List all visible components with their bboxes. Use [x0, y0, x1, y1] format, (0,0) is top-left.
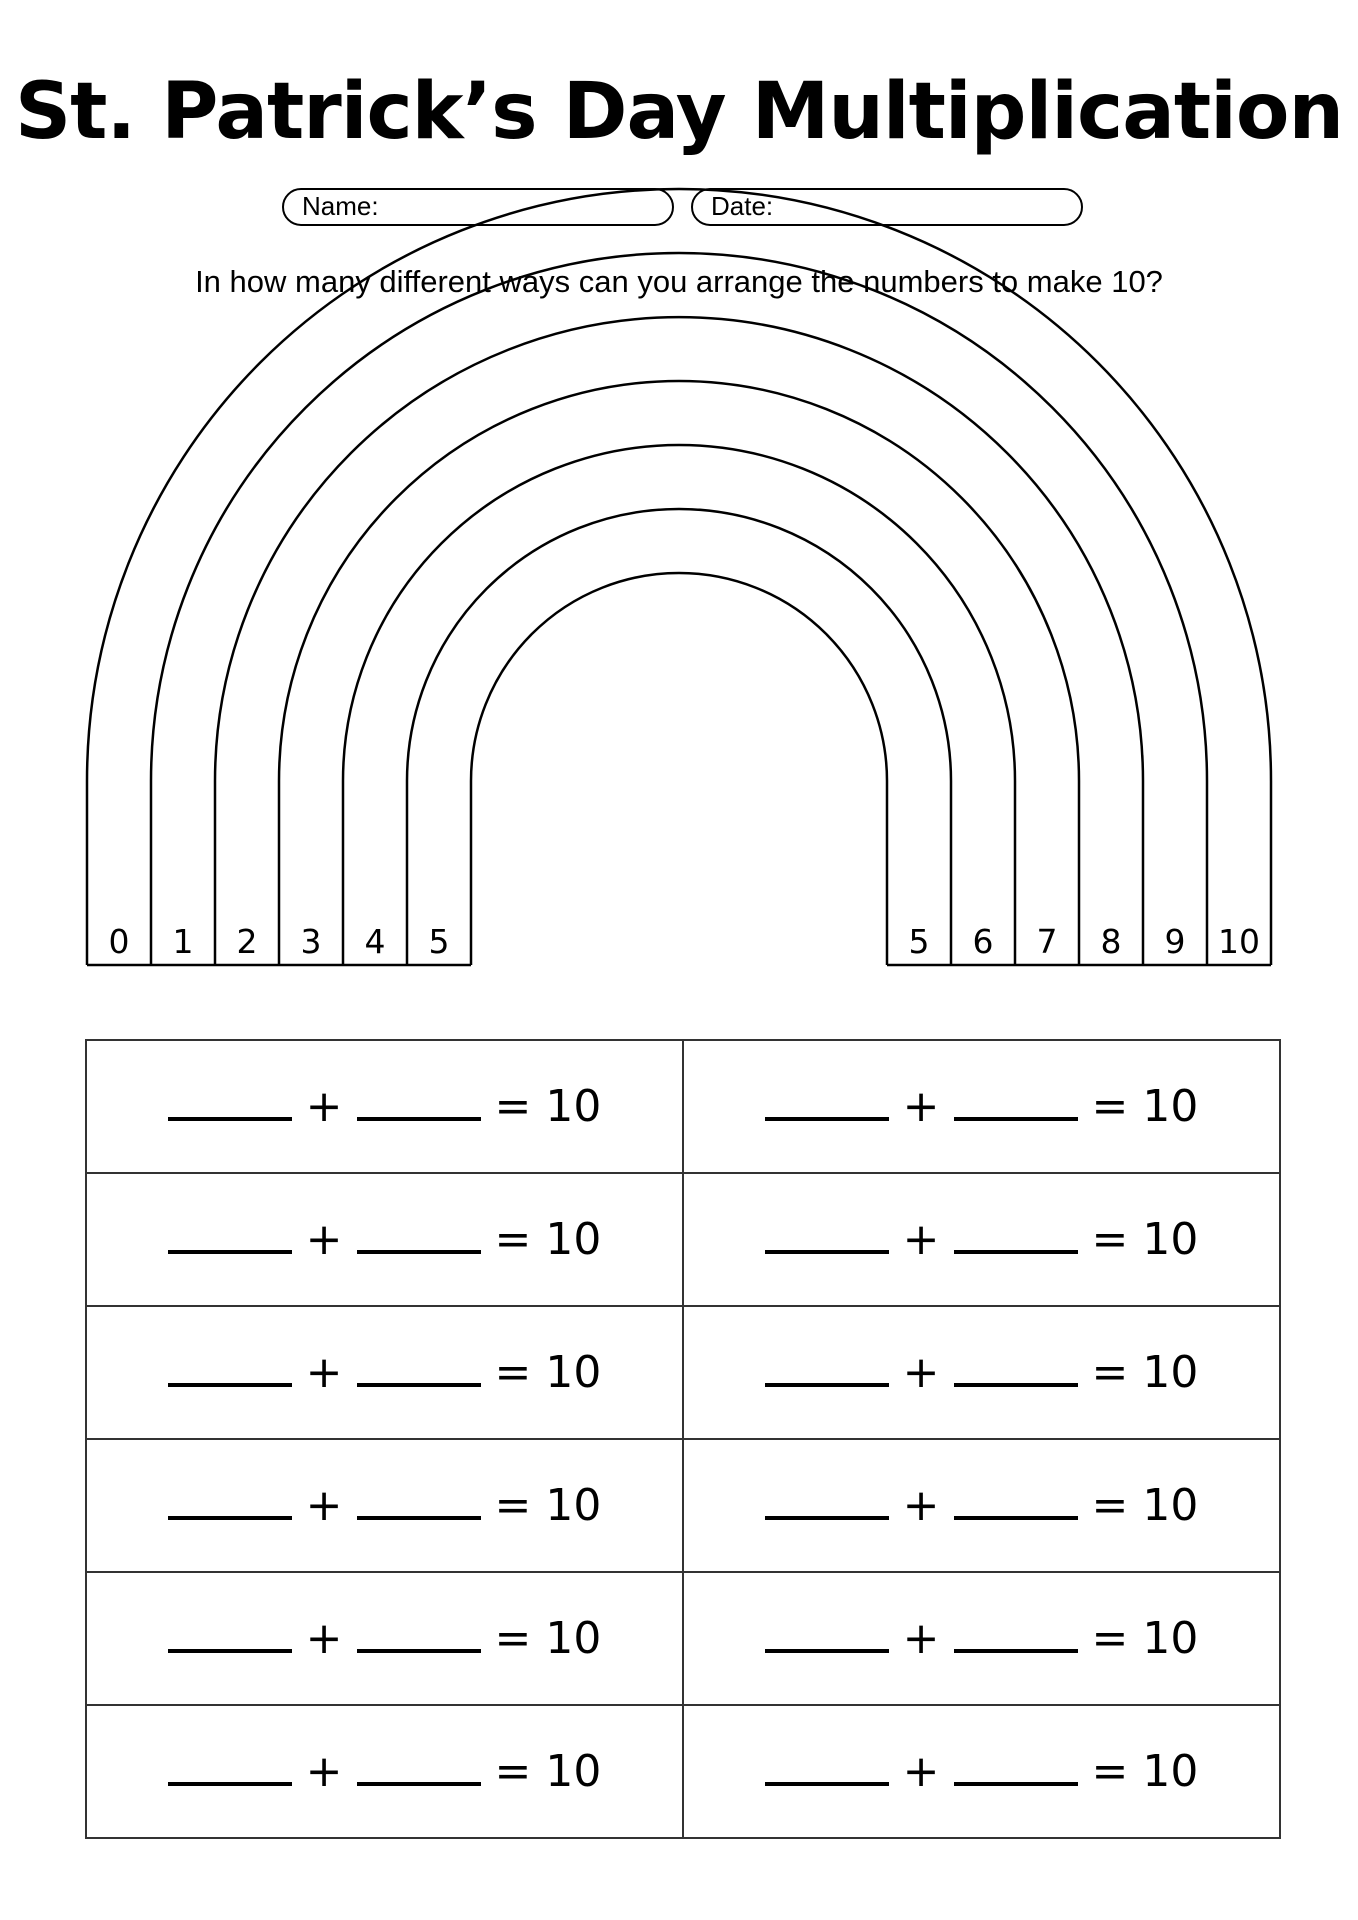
plus-sign: +: [305, 1746, 343, 1797]
plus-sign: +: [902, 1081, 940, 1132]
rainbow-label-right: 9: [1164, 922, 1186, 961]
equation-cell: [683, 1705, 1280, 1838]
rainbow-label-right: 8: [1100, 922, 1122, 961]
rainbow-label-left: 3: [300, 922, 322, 961]
answer-blank[interactable]: [954, 1492, 1078, 1520]
worksheet-title: St. Patrick’s Day Multiplication: [15, 67, 1343, 157]
plus-sign: +: [902, 1214, 940, 1265]
equation-cell: [683, 1439, 1280, 1572]
equals-sign: =: [494, 1746, 532, 1797]
answer-blank[interactable]: [168, 1492, 292, 1520]
answer-blank[interactable]: [765, 1492, 889, 1520]
target-number: 10: [545, 1081, 602, 1132]
answer-blank[interactable]: [168, 1625, 292, 1653]
rainbow-label-left: 2: [236, 922, 258, 961]
equation-cell: [86, 1306, 683, 1439]
answer-blank[interactable]: [765, 1758, 889, 1786]
plus-sign: +: [305, 1613, 343, 1664]
target-number: 10: [545, 1214, 602, 1265]
rainbow-label-left: 1: [172, 922, 194, 961]
answer-blank[interactable]: [168, 1226, 292, 1254]
equals-sign: =: [1091, 1480, 1129, 1531]
answer-blank[interactable]: [168, 1359, 292, 1387]
equation-cell: [683, 1173, 1280, 1306]
answer-blank[interactable]: [357, 1625, 481, 1653]
equals-sign: =: [1091, 1746, 1129, 1797]
rainbow-arc: [407, 509, 951, 781]
equation-row: [86, 1439, 1280, 1572]
answer-blank[interactable]: [168, 1758, 292, 1786]
equals-sign: =: [1091, 1613, 1129, 1664]
rainbow-arc: [471, 573, 887, 781]
target-number: 10: [1142, 1613, 1199, 1664]
answer-blank[interactable]: [357, 1492, 481, 1520]
plus-sign: +: [305, 1480, 343, 1531]
equation-row: [86, 1173, 1280, 1306]
equals-sign: =: [494, 1480, 532, 1531]
equation-cell: [683, 1306, 1280, 1439]
answer-blank[interactable]: [765, 1093, 889, 1121]
rainbow-labels: [109, 922, 1261, 961]
answer-blank[interactable]: [357, 1226, 481, 1254]
answer-blank[interactable]: [765, 1226, 889, 1254]
equals-sign: =: [494, 1347, 532, 1398]
rainbow-arc: [279, 381, 1079, 781]
answer-table: [85, 1039, 1281, 1839]
equation-cell: [86, 1040, 683, 1173]
target-number: 10: [1142, 1480, 1199, 1531]
equals-sign: =: [1091, 1081, 1129, 1132]
answer-blank[interactable]: [954, 1359, 1078, 1387]
answer-blank[interactable]: [954, 1625, 1078, 1653]
rainbow-label-right: 7: [1036, 922, 1058, 961]
answer-blank[interactable]: [954, 1093, 1078, 1121]
equation-row: [86, 1040, 1280, 1173]
equation-row: [86, 1306, 1280, 1439]
target-number: 10: [1142, 1746, 1199, 1797]
equation-cell: [683, 1572, 1280, 1705]
target-number: 10: [1142, 1214, 1199, 1265]
rainbow-label-right: 10: [1218, 922, 1260, 961]
answer-blank[interactable]: [357, 1758, 481, 1786]
target-number: 10: [1142, 1347, 1199, 1398]
rainbow-label-right: 5: [908, 922, 930, 961]
plus-sign: +: [902, 1613, 940, 1664]
equals-sign: =: [494, 1081, 532, 1132]
answer-blank[interactable]: [765, 1625, 889, 1653]
date-label: Date:: [711, 191, 774, 221]
answer-blank[interactable]: [357, 1093, 481, 1121]
question-text: In how many different ways can you arrange the numbers to make 10?: [195, 264, 1163, 299]
answer-blank[interactable]: [168, 1093, 292, 1121]
target-number: 10: [545, 1613, 602, 1664]
target-number: 10: [545, 1347, 602, 1398]
equals-sign: =: [1091, 1347, 1129, 1398]
target-number: 10: [1142, 1081, 1199, 1132]
plus-sign: +: [902, 1347, 940, 1398]
rainbow-arcs: [87, 189, 1271, 965]
answer-blank[interactable]: [954, 1758, 1078, 1786]
equals-sign: =: [1091, 1214, 1129, 1265]
equation-cell: [86, 1572, 683, 1705]
equals-sign: =: [494, 1613, 532, 1664]
rainbow-arc: [151, 253, 1207, 781]
target-number: 10: [545, 1480, 602, 1531]
plus-sign: +: [902, 1480, 940, 1531]
equation-cell: [86, 1173, 683, 1306]
answer-blank[interactable]: [765, 1359, 889, 1387]
plus-sign: +: [305, 1081, 343, 1132]
equation-cell: [683, 1040, 1280, 1173]
target-number: 10: [545, 1746, 602, 1797]
equation-cell: [86, 1439, 683, 1572]
rainbow-label-right: 6: [972, 922, 994, 961]
name-label: Name:: [302, 191, 379, 221]
rainbow-label-left: 4: [364, 922, 386, 961]
equation-cell: [86, 1705, 683, 1838]
rainbow-arc: [343, 445, 1015, 781]
rainbow-label-left: 0: [108, 922, 130, 961]
answer-blank[interactable]: [954, 1226, 1078, 1254]
rainbow-arc: [87, 189, 1271, 781]
answer-blank[interactable]: [357, 1359, 481, 1387]
plus-sign: +: [902, 1746, 940, 1797]
rainbow-label-left: 5: [428, 922, 450, 961]
equals-sign: =: [494, 1214, 532, 1265]
plus-sign: +: [305, 1214, 343, 1265]
plus-sign: +: [305, 1347, 343, 1398]
equation-row: [86, 1572, 1280, 1705]
equation-row: [86, 1705, 1280, 1838]
